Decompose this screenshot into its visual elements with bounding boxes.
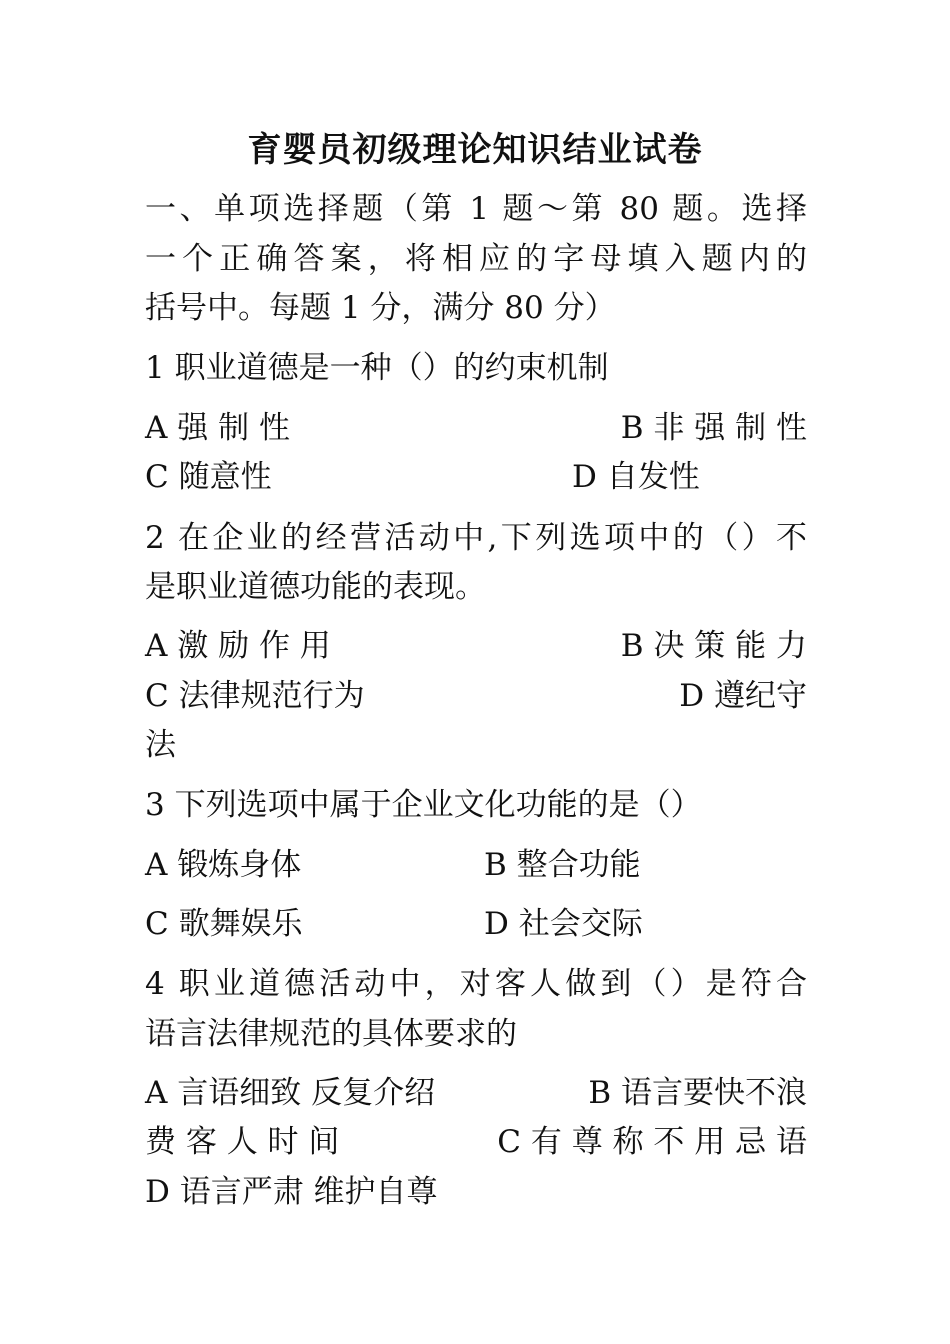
question-1-stem: 1 职业道德是一种（）的约束机制 [145,350,609,386]
option-d: D 遵纪守 [679,678,807,714]
section-heading-line-3: 括号中。每题 1 分，满分 80 分） [145,290,616,326]
option-b: B 决 策 能 力 [620,628,807,664]
question-4-stem-line-2: 语言法律规范的具体要求的 [145,1016,517,1052]
option-b: B 非 强 制 性 [620,410,807,446]
question-3-stem: 3 下列选项中属于企业文化功能的是（） [145,787,702,823]
option-d: D 语言严肃 维护自尊 [145,1174,438,1210]
option-b: B 语言要快不浪 [588,1075,807,1111]
question-2-options-row-1 [145,622,807,670]
question-4-options-row-2 [145,1118,807,1166]
page-title: 育婴员初级理论知识结业试卷 [247,130,703,170]
option-c: C 随意性 [145,459,272,495]
option-a: A 强 制 性 [145,410,290,446]
option-d: D 自发性 [572,459,700,495]
section-heading-line-1: 一、单项选择题（第 1 题～第 80 题。选择 [145,191,807,227]
question-4-options-row-1 [145,1069,807,1117]
option-b-continuation: 费 客 人 时 间 [145,1124,340,1160]
option-d-continuation: 法 [145,727,176,763]
question-3-options-row-2 [145,900,807,948]
question-2-options-row-2 [145,672,807,720]
option-c: C 歌舞娱乐 [145,906,303,942]
question-1-options-row-1 [145,404,807,452]
option-b: B 整合功能 [484,847,641,883]
question-2-stem-line-1: 2 在企业的经营活动中,下列选项中的（）不 [145,520,807,556]
question-3-options-row-1 [145,841,807,889]
question-1-options-row-2 [145,453,807,501]
option-c: C 法律规范行为 [145,678,365,714]
option-a: A 激 励 作 用 [145,628,331,664]
option-a: A 言语细致 反复介绍 [145,1075,436,1111]
section-heading-line-2: 一个正确答案，将相应的字母填入题内的 [145,241,807,277]
question-2-stem-line-2: 是职业道德功能的表现。 [145,569,486,605]
question-4-stem-line-1: 4 职业道德活动中，对客人做到（）是符合 [145,966,807,1002]
option-a: A 锻炼身体 [145,847,302,883]
option-c: C 有 尊 称 不 用 忌 语 [497,1124,807,1160]
option-d: D 社会交际 [484,906,643,942]
